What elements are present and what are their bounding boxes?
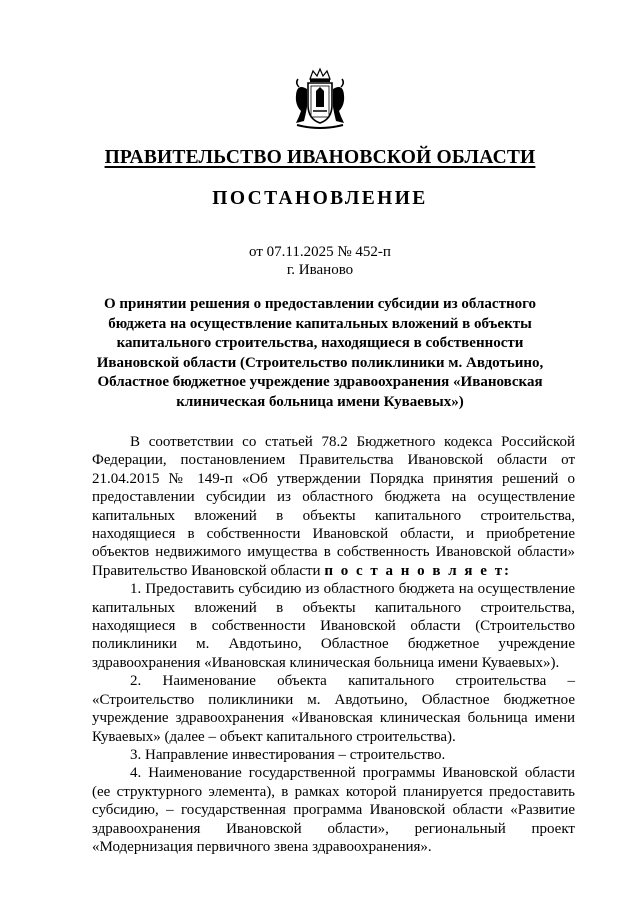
preamble-text: В соответствии со статьей 78.2 Бюджетного кодекса Российской Федерации, постановлением Правительства Ивановской области от 21.04.2015 № 149-п «Об утверждении Порядка принятия решений о предоставлении субсидии из областного бюджета на осуществление капитальных вложений в объекты капитального строительства, находящиеся в собственности Ивановской области, и приобретение объектов недвижимого имущества в собственность Ивановской области» Правительство Ивановской области: [92, 434, 575, 579]
decree-word: п о с т а н о в л я е т:: [324, 562, 512, 579]
item-paragraph: 3. Направление инвестирования – строительство.: [130, 746, 446, 763]
document-date-number: от 07.11.2025 № 452-п: [249, 244, 391, 260]
organization-title: [0, 147, 640, 169]
item-paragraph: 2. Наименование объекта капитального строительства – «Строительство поликлиники м. Авдотьино, Областное бюджетное учреждение здравоохранения «Ивановская клиническая больница имени Куваевых» (далее – объект капитального строительства).: [92, 673, 575, 745]
item-paragraph: 4. Наименование государственной программы Ивановской области (ее структурного элемента), в рамках которой планируется предоставить субсидию, – государственная программа Ивановской области «Развитие здравоохранения Ивановской области», региональный проект «Модернизация первичного звена здравоохранения».: [92, 765, 575, 855]
document-title: О принятии решения о предоставлении субсидии из областного бюджета на осуществление капитальных вложений в объекты капитального строительства, находящиеся в собственности Ивановской области (Строительство поликлиники м. Авдотьино, Областное бюджетное учреждение здравоохранения «Ивановская клиническая больница имени Куваевых»): [96, 296, 544, 410]
item-paragraph: 1. Предоставить субсидию из областного бюджета на осуществление капитальных вложений в объекты капитального строительства, находящиеся в собственности Ивановской области (Строительство поликлиники м. Авдотьино, Областное бюджетное учреждение здравоохранения «Ивановская клиническая больница имени Куваевых»).: [92, 581, 575, 671]
document-body: [92, 433, 575, 856]
document-city: г. Иваново: [286, 262, 354, 278]
organization-title-text: ПРАВИТЕЛЬСТВО ИВАНОВСКОЙ ОБЛАСТИ: [104, 147, 536, 168]
ivanovo-coat-of-arms-icon: [291, 67, 349, 131]
preamble-paragraph: [92, 433, 575, 580]
document-type: ПОСТАНОВЛЕНИЕ: [212, 188, 428, 209]
